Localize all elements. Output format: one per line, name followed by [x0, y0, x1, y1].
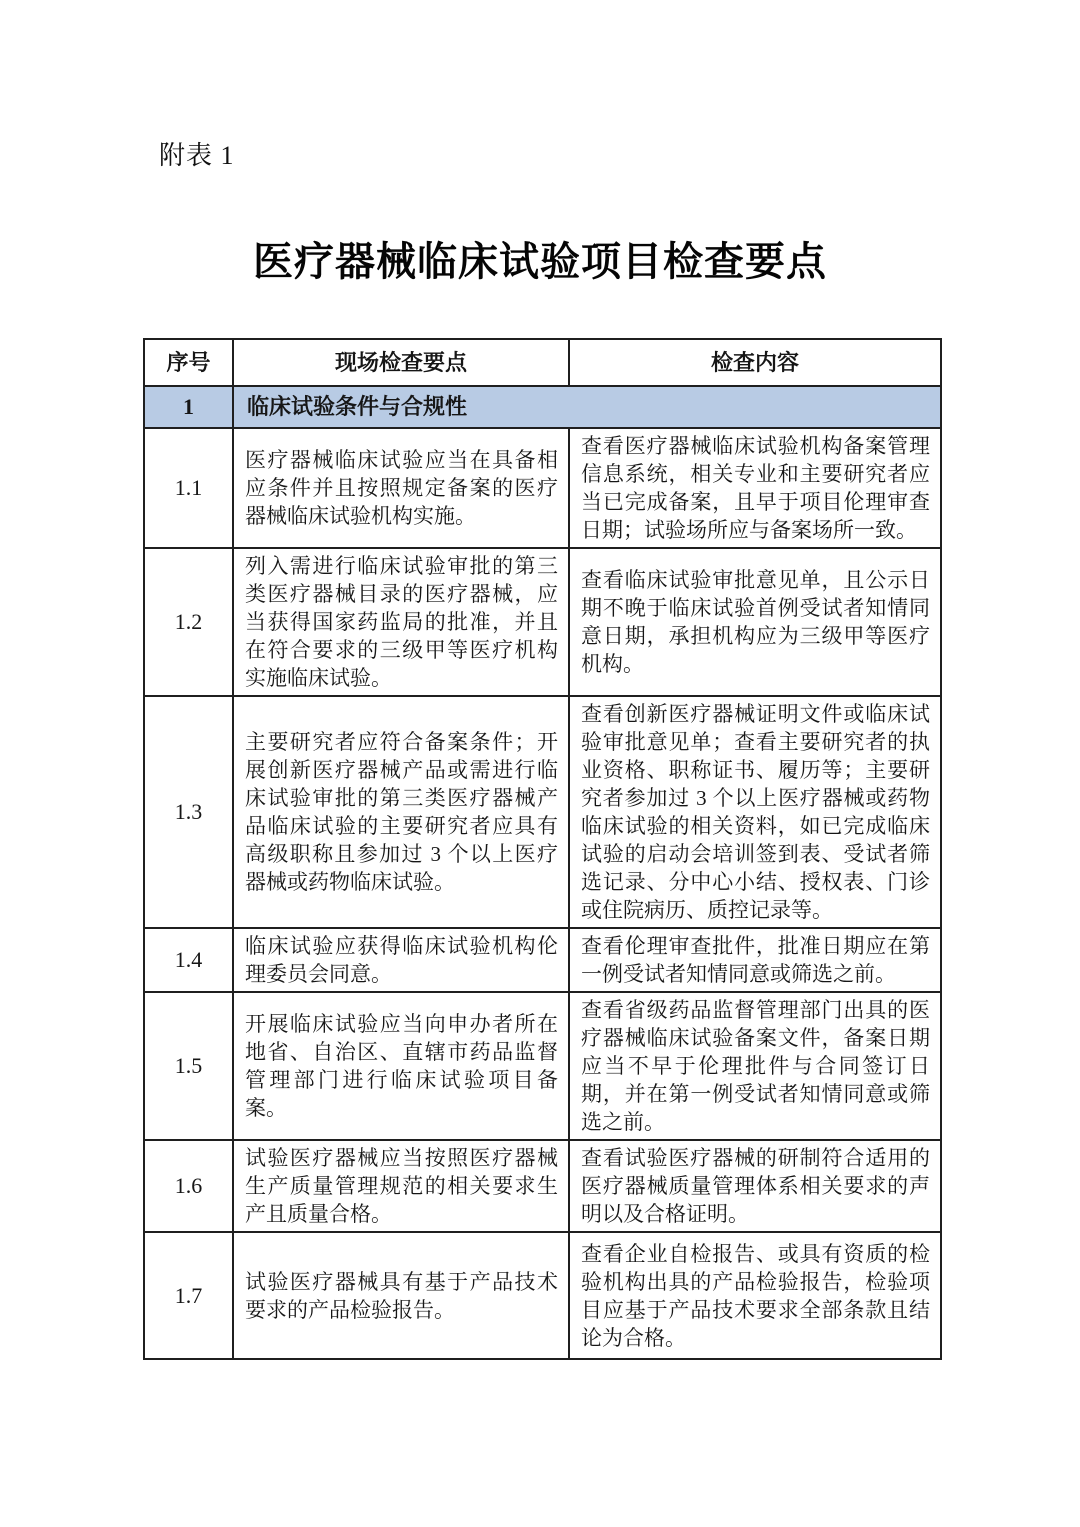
row-content: 查看省级药品监督管理部门出具的医疗器械临床试验备案文件，备案日期应当不早于伦理批件与合同签订日期，并在第一例受试者知情同意或筛选之前。	[569, 992, 941, 1140]
section-number: 1	[144, 386, 233, 428]
row-number: 1.2	[144, 548, 233, 696]
table-row	[144, 548, 941, 696]
row-content: 查看试验医疗器械的研制符合适用的医疗器械质量管理体系相关要求的声明以及合格证明。	[569, 1140, 941, 1232]
section-header-row	[144, 386, 941, 428]
table-header-row	[144, 339, 941, 386]
row-number: 1.3	[144, 696, 233, 928]
row-point: 列入需进行临床试验审批的第三类医疗器械目录的医疗器械，应当获得国家药监局的批准，并且在符合要求的三级甲等医疗机构实施临床试验。	[233, 548, 569, 696]
table-row	[144, 696, 941, 928]
inspection-table	[143, 338, 942, 1360]
row-number: 1.4	[144, 928, 233, 992]
row-point: 试验医疗器械应当按照医疗器械生产质量管理规范的相关要求生产且质量合格。	[233, 1140, 569, 1232]
table-row	[144, 992, 941, 1140]
table-row	[144, 1232, 941, 1359]
column-header-content: 检查内容	[569, 339, 941, 386]
table-row	[144, 428, 941, 548]
row-content: 查看医疗器械临床试验机构备案管理信息系统，相关专业和主要研究者应当已完成备案，且早于项目伦理审查日期；试验场所应与备案场所一致。	[569, 428, 941, 548]
row-number: 1.6	[144, 1140, 233, 1232]
row-number: 1.1	[144, 428, 233, 548]
annex-label: 附表 1	[159, 141, 235, 170]
row-point: 开展临床试验应当向申办者所在地省、自治区、直辖市药品监督管理部门进行临床试验项目备案。	[233, 992, 569, 1140]
row-number: 1.5	[144, 992, 233, 1140]
column-header-serial: 序号	[144, 339, 233, 386]
table-row	[144, 1140, 941, 1232]
column-header-point: 现场检查要点	[233, 339, 569, 386]
table-row	[144, 928, 941, 992]
row-content: 查看创新医疗器械证明文件或临床试验审批意见单；查看主要研究者的执业资格、职称证书、履历等；主要研究者参加过 3 个以上医疗器械或药物临床试验的相关资料，如已完成临床试验的启动会培训签到表、受试者筛选记录、分中心小结、授权表、门诊或住院病历、质控记录等。	[569, 696, 941, 928]
row-point: 主要研究者应符合备案条件；开展创新医疗器械产品或需进行临床试验审批的第三类医疗器械产品临床试验的主要研究者应具有高级职称且参加过 3 个以上医疗器械或药物临床试验。	[233, 696, 569, 928]
row-number: 1.7	[144, 1232, 233, 1359]
section-title: 临床试验条件与合规性	[233, 386, 941, 428]
row-point: 临床试验应获得临床试验机构伦理委员会同意。	[233, 928, 569, 992]
row-content: 查看临床试验审批意见单，且公示日期不晚于临床试验首例受试者知情同意日期，承担机构应为三级甲等医疗机构。	[569, 548, 941, 696]
row-point: 医疗器械临床试验应当在具备相应条件并且按照规定备案的医疗器械临床试验机构实施。	[233, 428, 569, 548]
row-point: 试验医疗器械具有基于产品技术要求的产品检验报告。	[233, 1232, 569, 1359]
row-content: 查看伦理审查批件，批准日期应在第一例受试者知情同意或筛选之前。	[569, 928, 941, 992]
page-title: 医疗器械临床试验项目检查要点	[253, 239, 827, 284]
row-content: 查看企业自检报告、或具有资质的检验机构出具的产品检验报告，检验项目应基于产品技术要求全部条款且结论为合格。	[569, 1232, 941, 1359]
